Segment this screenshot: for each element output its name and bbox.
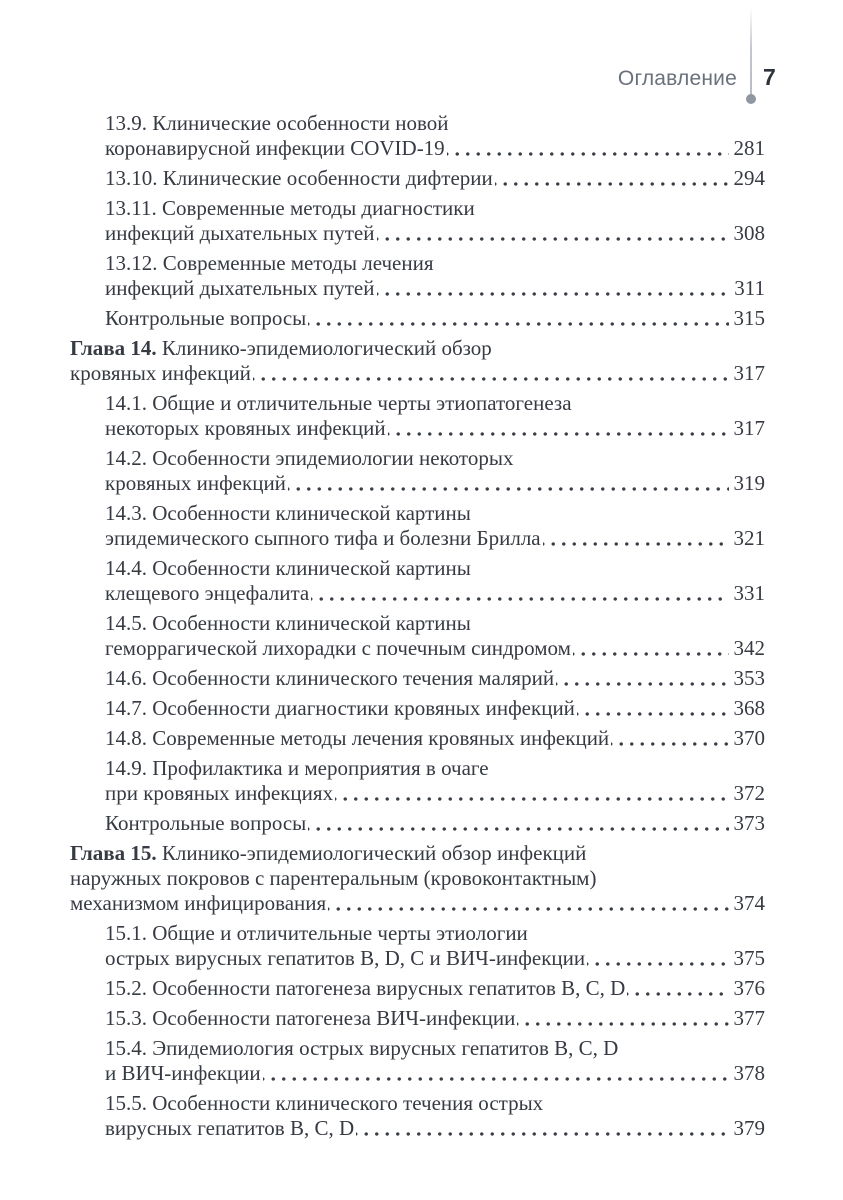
dot-leader [308,306,728,331]
dot-leader [311,581,728,606]
dot-leader [587,946,728,971]
toc-page-number: 281 [733,136,765,160]
toc-entry-line [105,251,765,276]
toc-entry-text: 14.7. Особенности диагностики кровяных инфекций [105,696,575,720]
dot-leader [335,781,728,806]
toc-entry-text: 14.3. Особенности клинической картины [105,501,471,525]
toc-entry-line [105,946,765,971]
toc-entry[interactable] [70,1006,765,1031]
toc-entry[interactable] [70,756,765,806]
toc-page-number: 353 [733,666,765,690]
dot-leader [517,1006,728,1031]
toc-entry-text: 15.5. Особенности клинического течения острых [105,1091,544,1115]
dot-leader [627,976,728,1001]
toc-entry-line [105,696,765,721]
toc-entry-line [105,756,765,781]
toc-page-number: 319 [733,471,765,495]
toc-entry-line [105,1061,765,1086]
toc-entry-text: некоторых кровяных инфекций [105,416,386,440]
toc-page-number: 317 [733,361,765,385]
toc-entry-line [105,446,765,471]
toc-page-number: 377 [733,1006,765,1030]
toc-entry-text: коронавирусной инфекции COVID-19 [105,136,445,160]
toc-entry-text: вирусных гепатитов B, C, D [105,1116,355,1140]
dot-leader [577,696,729,721]
dot-leader [495,166,729,191]
toc-chapter-label: Глава 15. [70,841,157,865]
toc-entry[interactable] [70,111,765,161]
dot-leader [611,726,728,751]
toc-entry-text: 13.10. Клинические особенности дифтерии [105,166,493,190]
page-header [0,0,843,108]
toc-page-number: 294 [733,166,765,190]
toc-entry-line [105,781,765,806]
dot-leader [308,811,728,836]
toc-entry[interactable] [70,811,765,836]
dot-leader [263,1061,729,1086]
toc-entry[interactable] [70,921,765,971]
toc-entry-line [105,636,765,661]
toc-page-number: 374 [733,891,765,915]
toc-entry-text: кровяных инфекций [105,471,286,495]
toc-entry-text: 14.4. Особенности клинической картины [105,556,471,580]
toc-entry[interactable] [70,251,765,301]
toc-entry-text: 14.5. Особенности клинической картины [105,611,471,635]
toc-entry-line [105,136,765,161]
toc-entry-text: 14.6. Особенности клинического течения малярий [105,666,555,690]
toc-chapter-label: Глава 14. [70,336,157,360]
toc-entry-text: Контрольные вопросы [105,306,307,330]
toc-entry-text: эпидемического сыпного тифа и болезни Брилла [105,526,541,550]
toc-page-number: 370 [733,726,765,750]
toc-entry-line [105,276,765,301]
toc-entry[interactable] [70,306,765,331]
toc-entry-text: при кровяных инфекциях [105,781,334,805]
toc-entry-text: и ВИЧ-инфекции [105,1061,261,1085]
toc-entry-line [105,556,765,581]
dot-leader [328,891,728,916]
dot-leader [447,136,729,161]
dot-leader [356,1116,728,1141]
toc-entry-text: инфекций дыхательных путей [105,221,375,245]
toc-page-number: 331 [733,581,765,605]
toc-page-number: 321 [733,526,765,550]
toc-page-number: 378 [733,1061,765,1085]
dot-leader [377,276,730,301]
toc-entry-line [105,471,765,496]
toc-entry-line [70,866,765,891]
toc-page-number: 317 [733,416,765,440]
toc-entry[interactable] [70,1036,765,1086]
toc-entry-line [105,221,765,246]
toc-entry-line [105,811,765,836]
toc-entry-line [105,196,765,221]
dot-leader [288,471,729,496]
toc-page-number: 373 [733,811,765,835]
toc-chapter-entry[interactable] [70,841,765,916]
toc-entry-line [70,336,765,361]
toc-entry-line [70,891,765,916]
toc-entry-text: 15.4. Эпидемиология острых вирусных гепатитов B, C, D [105,1036,619,1060]
toc-entry-text: 14.8. Современные методы лечения кровяных инфекций [105,726,610,750]
toc-entry-line [105,501,765,526]
toc-page-number: 311 [734,276,765,300]
toc-entry-line [70,841,765,866]
toc-entry[interactable] [70,556,765,606]
toc-entry-text: острых вирусных гепатитов B, D, C и ВИЧ-инфекции [105,946,586,970]
toc-entry-text: 14.2. Особенности эпидемиологии некоторых [105,446,514,470]
header-divider-dot-icon [746,94,756,104]
toc-page-number: 342 [733,636,765,660]
toc-entry-line [105,391,765,416]
toc-entry-line [105,921,765,946]
toc-entry-text: геморрагической лихорадки с почечным синдромом [105,636,571,660]
dot-leader [543,526,729,551]
toc-entry-line [105,581,765,606]
toc-entry-text: механизмом инфицирования [70,891,327,915]
toc-entry-text: Глава 15. Клинико-эпидемиологический обзор инфекций [70,841,587,865]
toc-entry-line [105,976,765,1001]
toc-page-number: 376 [733,976,765,1000]
toc-entry-text: 13.11. Современные методы диагностики [105,196,475,220]
toc-entry-line [105,726,765,751]
toc-entry[interactable] [70,611,765,661]
toc-entry-line [105,666,765,691]
toc-entry[interactable] [70,196,765,246]
toc-entry-text: 13.12. Современные методы лечения [105,251,434,275]
toc-page-number: 315 [733,306,765,330]
toc-entry-text: наружных покровов с парентеральным (кровоконтактным) [70,866,597,890]
toc-entry[interactable] [70,1091,765,1141]
dot-leader [573,636,729,661]
toc-entry[interactable] [70,446,765,496]
toc-entry-line [105,526,765,551]
toc-entry-line [105,1006,765,1031]
toc-entry-line [105,166,765,191]
toc-entry-text: 14.9. Профилактика и мероприятия в очаге [105,756,489,780]
toc-entry-text: Контрольные вопросы [105,811,307,835]
toc-entry[interactable] [70,391,765,441]
header-divider-rule [750,8,752,98]
toc-entry-text: 14.1. Общие и отличительные черты этиопатогенеза [105,391,572,415]
header-page-number: 7 [763,64,776,90]
dot-leader [253,361,729,386]
toc-entry-text: клещевого энцефалита [105,581,310,605]
toc-entry-text: кровяных инфекций [70,361,251,385]
dot-leader [556,666,728,691]
toc-page-number: 372 [733,781,765,805]
toc-entry-line [105,1036,765,1061]
toc-chapter-entry[interactable] [70,336,765,386]
toc-entry-text: 15.1. Общие и отличительные черты этиологии [105,921,528,945]
toc-list [70,111,765,1146]
header-section-title: Оглавление [617,67,737,90]
toc-entry-line [105,611,765,636]
toc-entry-text: Глава 14. Клинико-эпидемиологический обзор [70,336,492,360]
toc-entry[interactable] [70,696,765,721]
toc-entry-line [105,1091,765,1116]
toc-entry-text: 15.2. Особенности патогенеза вирусных гепатитов B, C, D [105,976,626,1000]
toc-page-number: 368 [733,696,765,720]
toc-entry-line [105,111,765,136]
dot-leader [388,416,729,441]
toc-page-number: 379 [733,1116,765,1140]
toc-entry-line [70,361,765,386]
toc-entry[interactable] [70,166,765,191]
toc-entry-line [105,306,765,331]
toc-entry-line [105,416,765,441]
toc-entry[interactable] [70,976,765,1001]
toc-entry[interactable] [70,501,765,551]
toc-entry-text: инфекций дыхательных путей [105,276,375,300]
dot-leader [377,221,729,246]
toc-page-number: 308 [733,221,765,245]
toc-entry[interactable] [70,666,765,691]
toc-entry-text: 15.3. Особенности патогенеза ВИЧ-инфекции [105,1006,516,1030]
toc-page-number: 375 [733,946,765,970]
toc-entry-line [105,1116,765,1141]
toc-entry[interactable] [70,726,765,751]
toc-entry-text: 13.9. Клинические особенности новой [105,111,449,135]
